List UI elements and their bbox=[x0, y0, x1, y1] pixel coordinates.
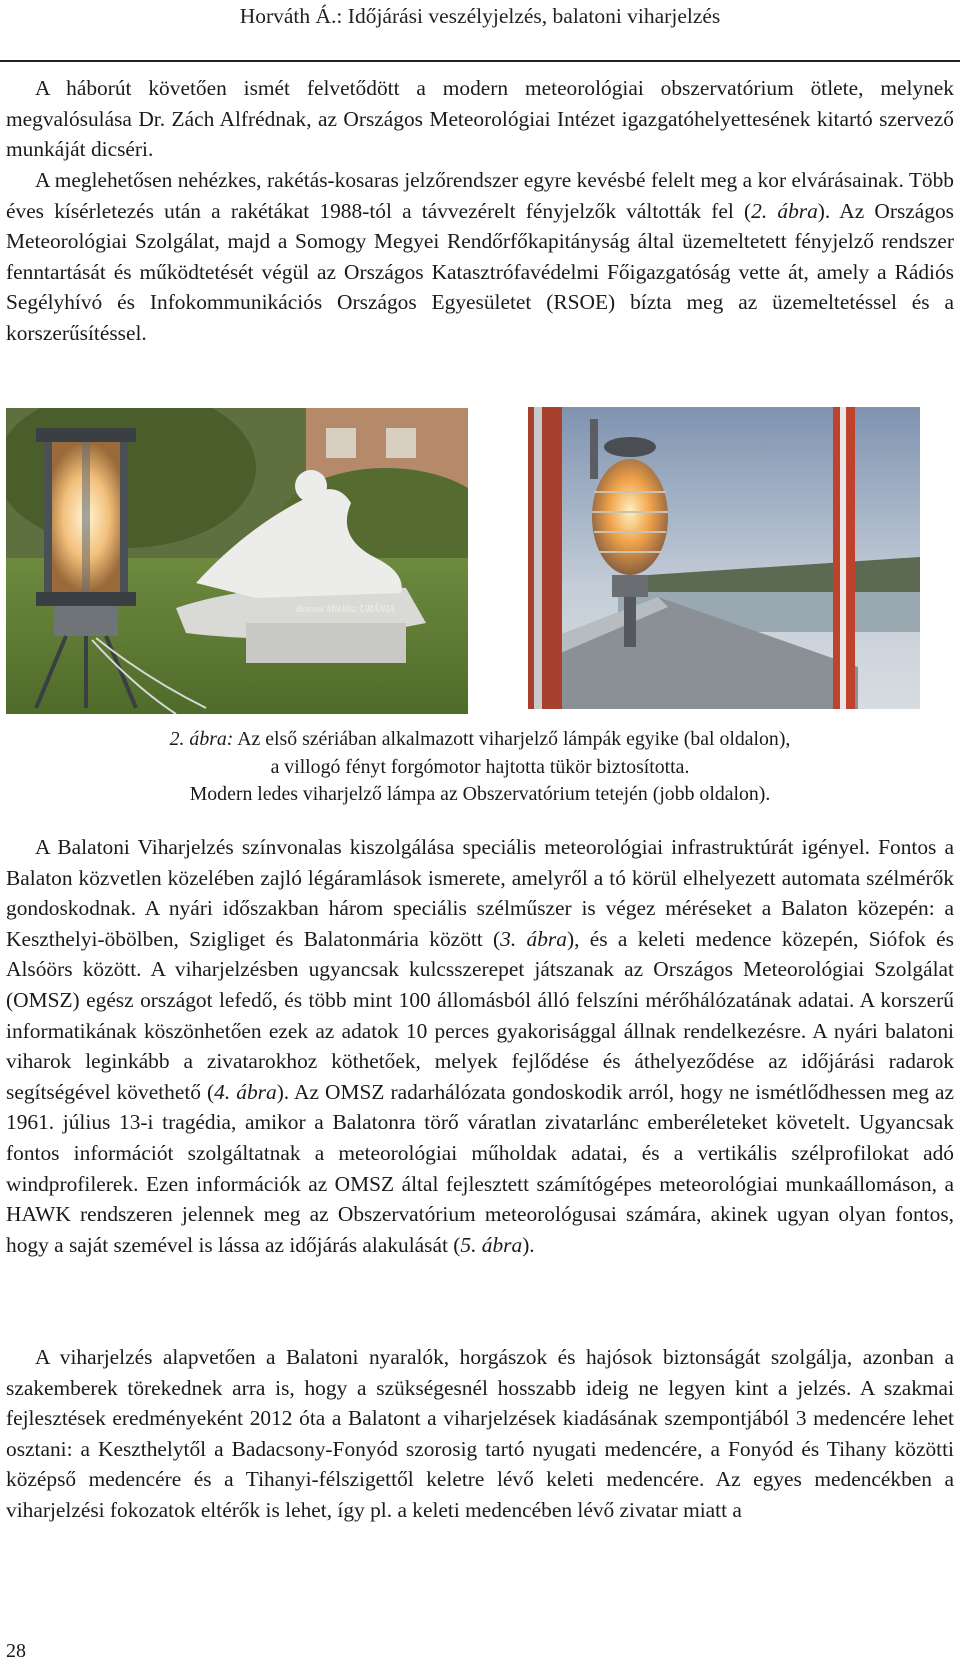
figure-reference: 3. ábra bbox=[500, 926, 567, 951]
caption-text: Az első szériában alkalmazott viharjelző lámpák egyike (bal oldalon), bbox=[233, 728, 791, 750]
text-run: ). Az Országos Meteorológiai Szolgálat, majd a Somogy Megyei Rendőrfőkapitányság által üzemeltetett fényjelző rendszer fenntartását és működtetését végül az Országos Katasztrófavédelmi Főigazgatóság vette át, amely a Rádiós Segélyhívó és Infokommunikációs Országos Egyesületet (RSOE) bízta meg az üzemeltetéssel és a korszerűsítéssel. bbox=[6, 198, 954, 345]
caption-line-3: Modern ledes viharjelző lámpa az Obszervatórium tetején (jobb oldalon). bbox=[189, 783, 771, 805]
text-run: ). Az OMSZ radarhálózata gondoskodik arról, hogy ne ismétlődhessen meg az 1961. július 13-i tragédia, amikor a Balatonra törő váratlan zivatarlánc emberéleteket követelt. Ugyancsak fontos információt szolgáltatnak a meteorológiai műholdak adatai, és a vertikális szélprofilokat adó windprofilerek. Ezen információk az OMSZ által fejlesztett számítógépes meteorológiai munkaállomáson, a HAWK rendszeren jelennek meg az Obszervatórium meteorológusai számára, akinek ugyan olyan fontos, hogy a saját szemével is lássa az időjárás alakulását ( bbox=[6, 1079, 954, 1257]
text-run: ). bbox=[522, 1232, 535, 1257]
paragraph-observatory: A háborút követően ismét felvetődött a modern meteorológiai obszervatórium ötlete, melynek megvalósulása Dr. Zách Alfrédnak, az Országos Meteorológiai Intézet igazgatóhelyettesének kitartó szervező munkáját dicséri. bbox=[6, 76, 954, 162]
photo-modern-led-lamp bbox=[528, 407, 920, 709]
photo-modern-led-lamp-illustration bbox=[528, 407, 920, 709]
caption-label: 2. ábra: bbox=[169, 728, 234, 750]
header-title: Horváth Á.: Időjárási veszélyjelzés, balatoni viharjelzés bbox=[239, 4, 721, 28]
photo-old-storm-lamp bbox=[6, 408, 468, 714]
figure-caption bbox=[0, 726, 960, 809]
figure-reference: 5. ábra bbox=[460, 1232, 523, 1257]
paragraph-basins: A viharjelzés alapvetően a Balatoni nyaralók, horgászok és hajósok biztonságát szolgálja, azonban a szakemberek törekednek arra is, hogy a szükségesnél hosszabb ideig ne legyen kint a jelzés. A szakmai fejlesztések eredményeként 2012 óta a Balatont a viharjelzések kiadásának szempontjából 3 medencére lehet osztani: a Keszthelytől a Badacsony-Fonyód szorosig tartó nyugati medencére, a Fonyód és Tihany közötti középső medencére és a Tihanyi-félszigettől keletre lévő keleti medencére. Az egyes medencékben a viharjelzési fokozatok eltérők is lehet, így pl. a keleti medencében lévő zivatar miatt a bbox=[6, 1345, 954, 1522]
paragraph-light-signals bbox=[6, 165, 954, 349]
text-run: A Balatoni Viharjelzés színvonalas kiszolgálása speciális meteorológiai infrastruktúrát igényel. Fontos a Balaton közvetlen közelében zajló légáramlások ismerete, amelyről a tó körül elhelyezett automata szélmérők gondoskodnak. A nyári időszakban három speciális szélműszer is végez méréseket a Balaton közepén: a Keszthelyi-öbölben, Szigliget és Balatonmária között ( bbox=[6, 835, 954, 951]
caption-line-2: a villogó fényt forgómotor hajtotta tükör biztosította. bbox=[270, 755, 690, 778]
figure-reference: 2. ábra bbox=[751, 198, 818, 223]
paragraph-infrastructure bbox=[6, 832, 954, 1260]
text-run: ), és a keleti medence közepén, Siófok és Alsóörs között. A viharjelzésben ugyancsak kulcsszerepet játszanak az Országos Meteorológiai Szolgálat (OMSZ) egész országot lefedő, és több mint 100 állomásból álló felszíni mérőhálózatának adatai. A korszerű informatikának köszönhetően ezek az adatok 10 perces gyakorisággal állnak rendelkezésre. A nyári balatoni viharok leginkább a zivatarokhoz köthetőek, melyek fejlődése és áthelyeződése az időjárási radarok segítségével követhető ( bbox=[6, 926, 954, 1104]
caption-line-1 bbox=[0, 726, 960, 754]
page-number: 28 bbox=[6, 1640, 26, 1662]
photo-old-storm-lamp-illustration bbox=[6, 408, 468, 714]
figure-reference: 4. ábra bbox=[214, 1079, 277, 1104]
text-run: A meglehetősen nehézkes, rakétás-kosaras jelzőrendszer egyre kevésbé felelt meg a kor elvárásainak. Több éves kísérletezés után a rakétákat 1988-tól a távvezérelt fényjelzők váltották fel ( bbox=[6, 168, 954, 223]
statue-credit: Borsos Miklós: URÁNIA bbox=[296, 604, 395, 615]
running-header bbox=[0, 0, 960, 62]
